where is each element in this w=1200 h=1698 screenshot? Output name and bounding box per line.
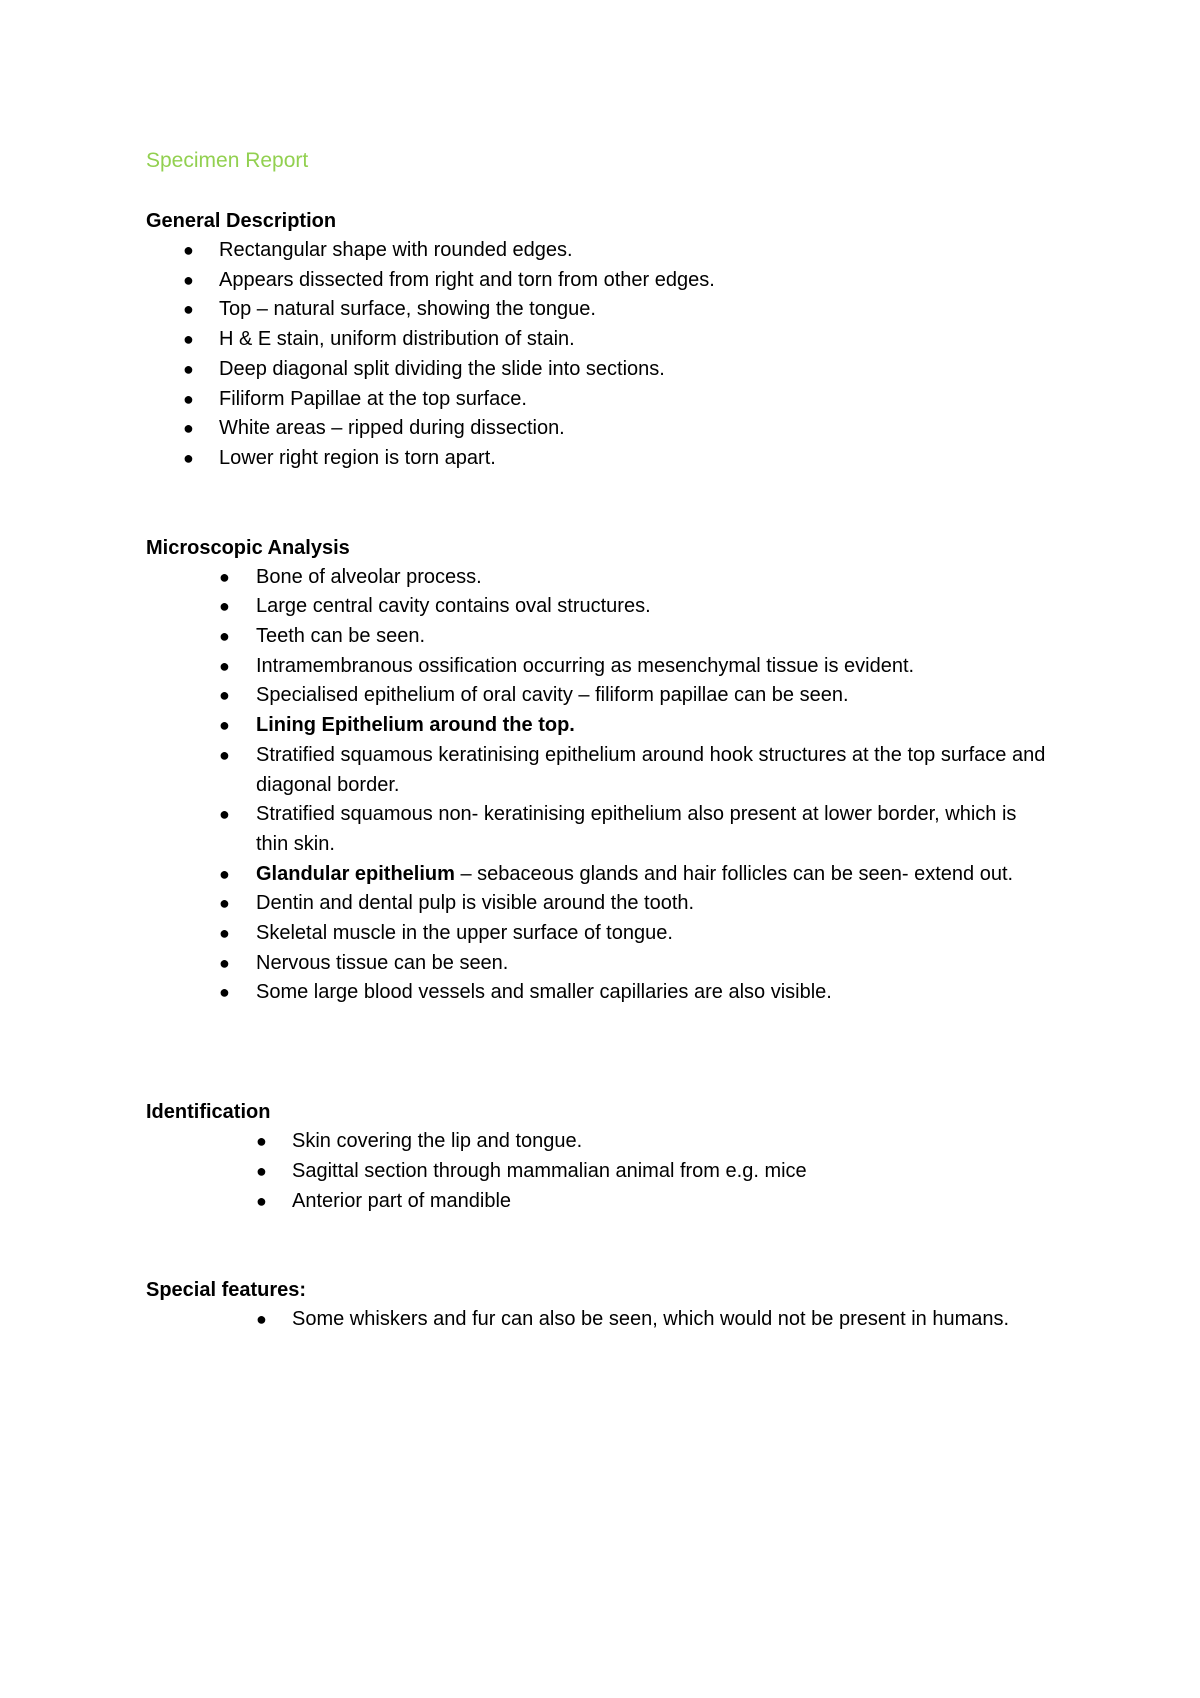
bullet-icon: ● xyxy=(219,596,230,617)
list-item: ● Top – natural surface, showing the tongue. xyxy=(146,295,1046,325)
bullet-icon: ● xyxy=(219,982,230,1003)
list-item: ● Glandular epithelium – sebaceous glands and hair follicles can be seen- extend out. xyxy=(146,860,1046,890)
list-item: ● Skeletal muscle in the upper surface of tongue. xyxy=(146,919,1046,949)
bullet-icon: ● xyxy=(183,447,194,468)
list-item: ● Specialised epithelium of oral cavity – filiform papillae can be seen. xyxy=(146,681,1046,711)
bullet-icon: ● xyxy=(183,358,194,379)
bullet-icon: ● xyxy=(183,329,194,350)
list-item: ● Large central cavity contains oval structures. xyxy=(146,592,1046,622)
list-item: ● Filiform Papillae at the top surface. xyxy=(146,385,1046,415)
document-title: Specimen Report xyxy=(146,149,309,172)
bullet-icon: ● xyxy=(219,893,230,914)
bullet-icon: ● xyxy=(219,655,230,676)
document-page xyxy=(146,146,1046,1335)
list-item: ● White areas – ripped during dissection. xyxy=(146,414,1046,444)
list-item: ● H & E stain, uniform distribution of stain. xyxy=(146,325,1046,355)
bullet-icon: ● xyxy=(183,240,194,260)
list-item: ● Teeth can be seen. xyxy=(146,622,1046,652)
general-description-list xyxy=(146,236,1046,474)
list-item: ● Intramembranous ossification occurring as mesenchymal tissue is evident. xyxy=(146,652,1046,682)
bullet-icon: ● xyxy=(183,388,194,409)
list-item: ● Skin covering the lip and tongue. xyxy=(146,1127,1046,1157)
bullet-icon: ● xyxy=(256,1190,267,1211)
bullet-icon: ● xyxy=(219,952,230,973)
bullet-icon: ● xyxy=(219,744,230,765)
bullet-icon: ● xyxy=(219,863,230,884)
list-item: ● Stratified squamous non- keratinising epithelium also present at lower border, which is thin skin. xyxy=(146,800,1046,859)
list-item: ● Lining Epithelium around the top. xyxy=(146,711,1046,741)
list-item: ● Appears dissected from right and torn from other edges. xyxy=(146,266,1046,296)
list-item: ● Some whiskers and fur can also be seen, which would not be present in humans. xyxy=(146,1305,1046,1335)
microscopic-analysis-heading: Microscopic Analysis xyxy=(146,536,350,559)
bullet-icon: ● xyxy=(183,269,194,290)
list-item: ● Sagittal section through mammalian animal from e.g. mice xyxy=(146,1157,1046,1187)
identification-list xyxy=(146,1127,1046,1216)
bullet-icon: ● xyxy=(183,418,194,439)
bullet-icon: ● xyxy=(219,566,230,587)
bullet-icon: ● xyxy=(219,923,230,944)
bullet-icon: ● xyxy=(256,1160,267,1181)
bullet-icon: ● xyxy=(219,715,230,736)
special-features-heading: Special features: xyxy=(146,1279,307,1302)
identification-heading: Identification xyxy=(146,1101,271,1124)
list-item: ● Dentin and dental pulp is visible around the tooth. xyxy=(146,889,1046,919)
list-item: ● Stratified squamous keratinising epithelium around hook structures at the top surface and diagonal border. xyxy=(146,741,1046,800)
list-item: ● Nervous tissue can be seen. xyxy=(146,949,1046,979)
list-item: ● Rectangular shape with rounded edges. xyxy=(146,236,1046,266)
list-item: ● Lower right region is torn apart. xyxy=(146,444,1046,474)
bullet-icon: ● xyxy=(219,804,230,825)
bullet-icon: ● xyxy=(256,1309,267,1330)
microscopic-analysis-list xyxy=(146,563,1046,1009)
bullet-icon: ● xyxy=(219,685,230,706)
bullet-icon: ● xyxy=(183,299,194,320)
general-description-heading: General Description xyxy=(146,210,337,232)
list-item: ● Bone of alveolar process. xyxy=(146,563,1046,593)
bullet-icon: ● xyxy=(256,1131,267,1152)
list-item: ● Anterior part of mandible xyxy=(146,1187,1046,1217)
special-features-list xyxy=(146,1305,1046,1335)
list-item: ● Deep diagonal split dividing the slide into sections. xyxy=(146,355,1046,385)
list-item: ● Some large blood vessels and smaller capillaries are also visible. xyxy=(146,978,1046,1008)
bullet-icon: ● xyxy=(219,626,230,647)
